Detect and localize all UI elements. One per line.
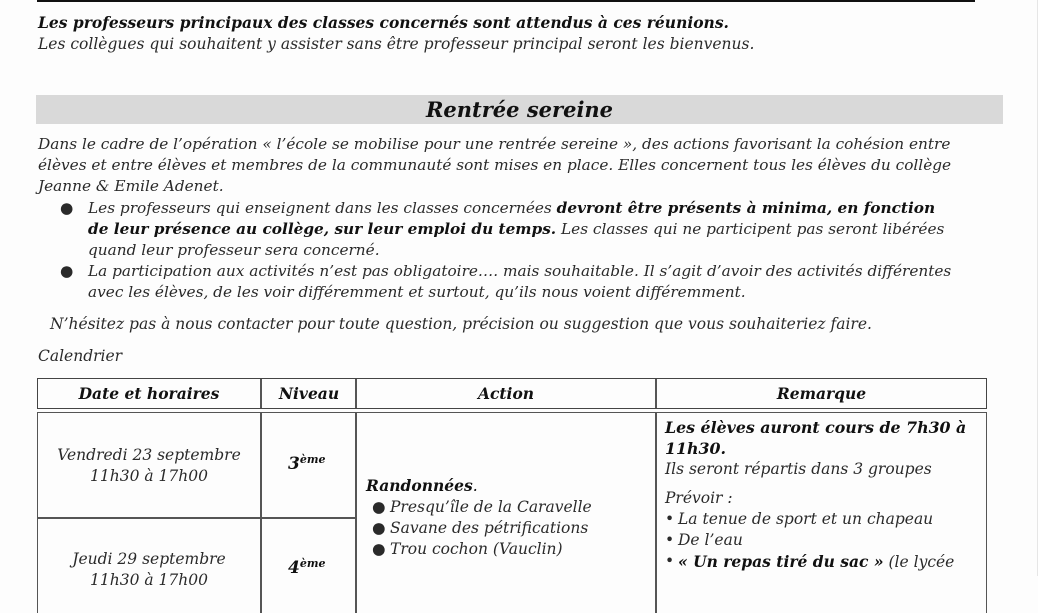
list-item: [665, 551, 983, 573]
remark-cell: [665, 417, 983, 573]
calendar-label: Calendrier: [38, 347, 123, 365]
list-item: [366, 539, 651, 560]
level-number: 3: [288, 454, 300, 474]
date-text: Vendredi 23 septembre: [57, 446, 241, 464]
table-row-1-level: [288, 453, 325, 474]
section-heading-bar: [36, 95, 1003, 124]
text: quand leur professeur sera concerné.: [88, 241, 380, 259]
list-item: [366, 497, 651, 518]
level-number: 4: [288, 558, 300, 578]
text: Les professeurs qui enseignent dans les classes concernées: [88, 199, 557, 217]
header-remarque: Remarque: [776, 384, 867, 403]
bullet-icon: •: [665, 510, 675, 528]
action-list: [366, 497, 651, 560]
date-text: Jeudi 29 septembre: [72, 550, 226, 568]
action-cell: [366, 475, 651, 560]
column-divider: [260, 413, 262, 613]
bold-text: de leur présence au collège, sur leur emploi du temps.: [88, 220, 557, 238]
list-item: [366, 518, 651, 539]
bullet-icon: ●: [60, 262, 74, 280]
remark-list: [665, 509, 983, 573]
table-row-2-date: [38, 549, 260, 591]
bullet-icon: ●: [372, 519, 386, 537]
action-title: Randonnées: [366, 476, 473, 495]
table-row-1-date: [38, 445, 260, 487]
bullet-icon: ●: [372, 540, 386, 558]
horizontal-rule: [37, 0, 975, 2]
paragraph-line: élèves et entre élèves et membres de la communauté sont mises en place. Elles concernent tous les élèves du collège: [38, 156, 952, 174]
text: De l’eau: [678, 531, 743, 549]
section-paragraph: [38, 134, 1003, 197]
list-item: [60, 198, 1005, 261]
intro-bold-line: Les professeurs principaux des classes concernés sont attendus à ces réunions.: [38, 13, 729, 32]
header-date: Date et horaires: [78, 384, 220, 403]
paragraph-line: Dans le cadre de l’opération « l’école se mobilise pour une rentrée sereine », des actions favorisant la cohésion entre: [38, 135, 951, 153]
bold-text: « Un repas tiré du sac »: [678, 552, 884, 571]
column-divider: [655, 413, 657, 613]
text: Trou cochon (Vauclin): [390, 540, 563, 558]
list-item: [665, 509, 983, 530]
text: La tenue de sport et un chapeau: [678, 510, 934, 528]
table-row-2-level: [288, 557, 325, 578]
remark-groups: Ils seront répartis dans 3 groupes: [665, 460, 932, 478]
remark-prevoir: Prévoir :: [665, 489, 733, 507]
action-title-suffix: .: [472, 477, 478, 495]
list-item: [60, 261, 1005, 303]
table-header-row: [37, 378, 987, 409]
bullet-icon: ●: [60, 199, 74, 217]
bullet-icon: •: [665, 552, 675, 570]
remark-bold-line: Les élèves auront cours de 7h30 à: [665, 418, 967, 437]
text: Presqu’île de la Caravelle: [390, 498, 592, 516]
row-divider: [38, 517, 356, 519]
remark-bold-line: 11h30.: [665, 439, 726, 458]
bullet-icon: •: [665, 531, 675, 549]
level-suffix: ème: [299, 557, 326, 570]
intro-line: Les collègues qui souhaitent y assister sans être professeur principal seront les bienvenus.: [38, 35, 755, 53]
contact-line: N’hésitez pas à nous contacter pour toute question, précision ou suggestion que vous souhaiteriez faire.: [50, 315, 872, 333]
header-niveau: Niveau: [278, 384, 340, 403]
text: La participation aux activités n’est pas obligatoire…. mais souhaitable. Il s’agit d’avoir des activités différentes: [88, 262, 952, 280]
time-text: 11h30 à 17h00: [90, 467, 208, 485]
bullet-icon: ●: [372, 498, 386, 516]
text: avec les élèves, de les voir différemment et surtout, qu’ils nous voient différemment.: [88, 283, 746, 301]
level-suffix: ème: [299, 453, 326, 466]
paragraph-line: Jeanne & Emile Adenet.: [38, 177, 224, 195]
text: Savane des pétrifications: [390, 519, 589, 537]
text: Les classes qui ne participent pas seront libérées: [556, 220, 945, 238]
header-action: Action: [477, 384, 535, 403]
list-item: [665, 530, 983, 551]
time-text: 11h30 à 17h00: [90, 571, 208, 589]
table-body: [37, 412, 987, 613]
column-divider: [355, 413, 357, 613]
section-title: Rentrée sereine: [425, 97, 614, 122]
bold-text: devront être présents à minima, en fonction: [556, 199, 936, 217]
text: (le lycée: [883, 553, 955, 571]
bullet-list: [60, 198, 1005, 303]
